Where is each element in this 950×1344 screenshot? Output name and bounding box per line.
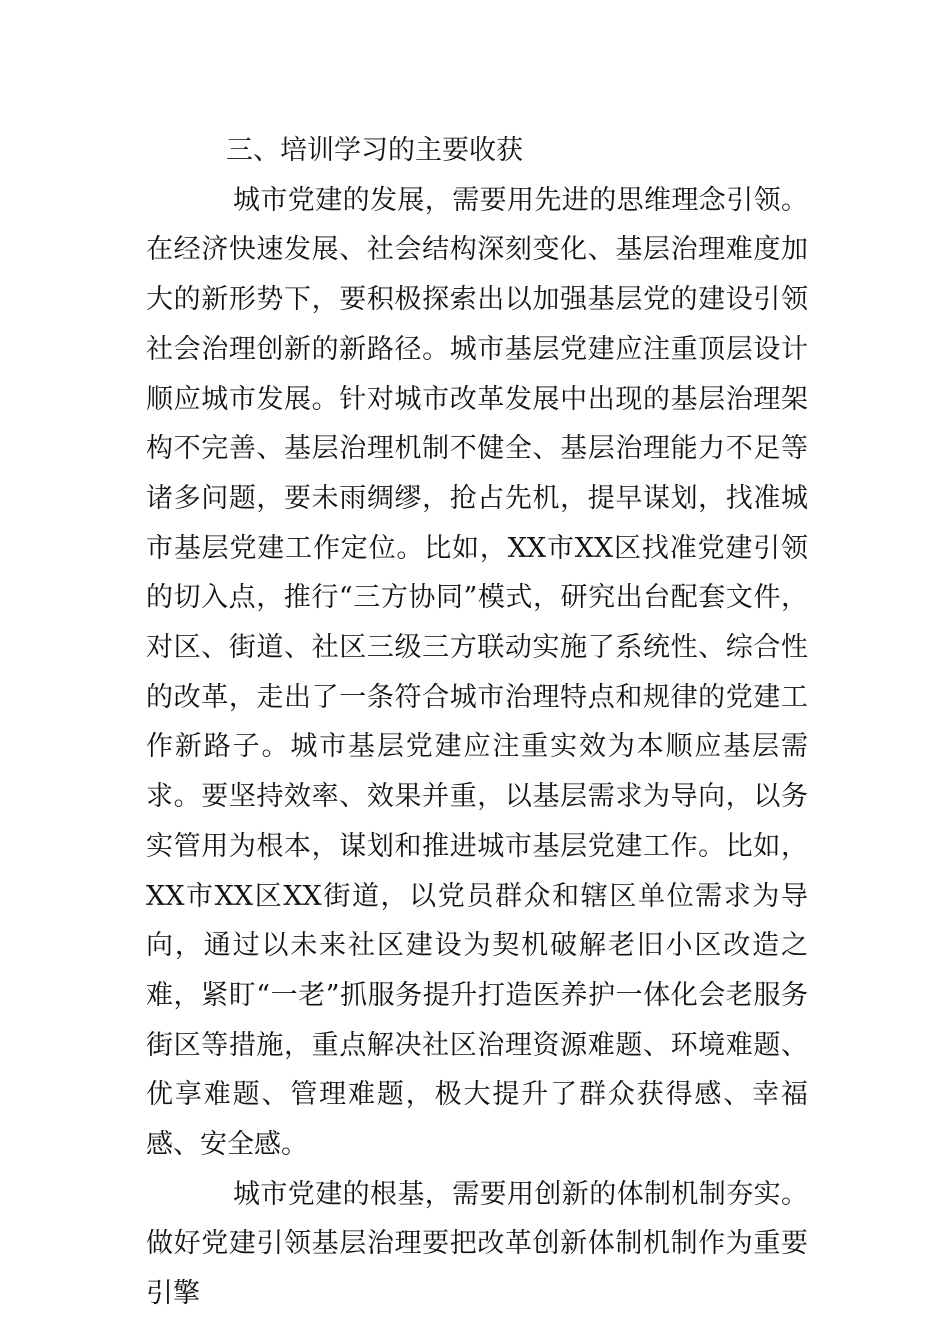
section-heading: 三、培训学习的主要收获	[226, 135, 523, 166]
document-body	[146, 126, 808, 1319]
paragraph-1: 城市党建的发展，需要用先进的思维理念引领。在经济快速发展、社会结构深刻变化、基层治理难度加大的新形势下，要积极探索出以加强基层党的建设引领社会治理创新的新路径。城市基层党建应注重顶层设计顺应城市发展。针对城市改革发展中出现的基层治理架构不完善、基层治理机制不健全、基层治理能力不足等诸多问题，要未雨绸缪，抢占先机，提早谋划，找准城市基层党建工作定位。比如，XX市XX区找准党建引领的切入点，推行“三方协同”模式，研究出台配套文件，对区、街道、社区三级三方联动实施了系统性、综合性的改革，走出了一条符合城市治理特点和规律的党建工作新路子。城市基层党建应注重实效为本顺应基层需求。要坚持效率、效果并重，以基层需求为导向，以务实管用为根本，谋划和推进城市基层党建工作。比如，XX市XX区XX街道，以党员群众和辖区单位需求为导向，通过以未来社区建设为契机破解老旧小区改造之难，紧盯“一老”抓服务提升打造医养护一体化会老服务街区等措施，重点解决社区治理资源难题、环境难题、优享难题、管理难题，极大提升了群众获得感、幸福感、安全感。	[146, 184, 808, 1161]
paragraph-2: 城市党建的根基，需要用创新的体制机制夯实。做好党建引领基层治理要把改革创新体制机制作为重要引擎	[146, 1178, 808, 1310]
